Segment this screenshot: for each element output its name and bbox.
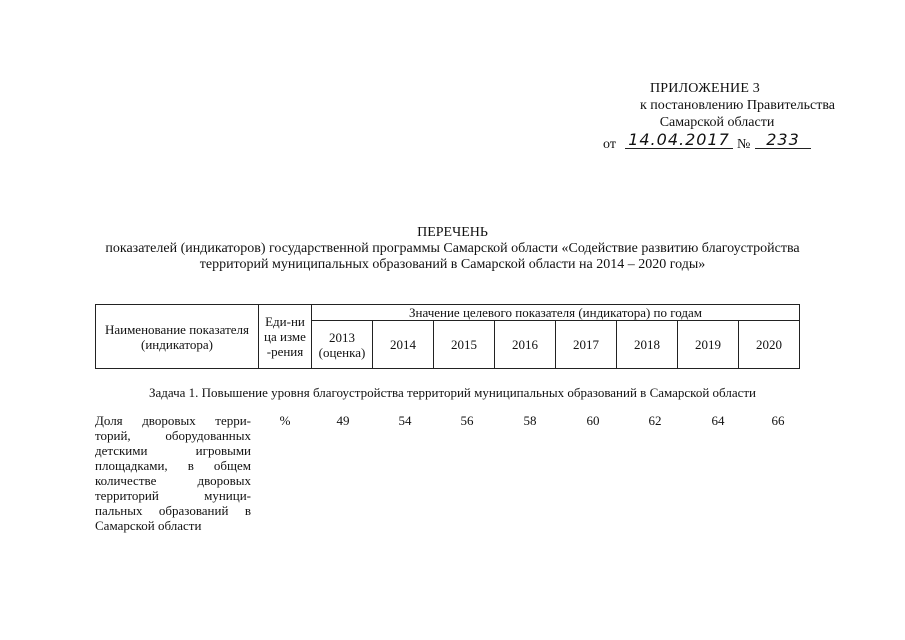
year-2017-header: 2017	[556, 321, 617, 369]
year-2014-header: 2014	[373, 321, 434, 369]
value-2018: 62	[648, 413, 662, 428]
value-2019: 64	[711, 413, 725, 428]
value-2016: 58	[523, 413, 537, 428]
appendix-title: ПРИЛОЖЕНИЕ 3	[649, 81, 761, 96]
doc-title-line1: показателей (индикаторов) государственной программы Самарской области «Содействие развитию благоустройства	[105, 241, 800, 256]
decree-number: 233	[755, 131, 811, 149]
indicator-name: Доля дворовых терри-торий, оборудованных детскими игровыми площадками, в общем количестве дворовых территорий муници-пальных образований в Самарской области	[95, 413, 251, 533]
value-2014: 54	[398, 413, 412, 428]
doc-title-line2: территорий муниципальных образований в Самарской области на 2014 – 2020 годы»	[199, 257, 706, 272]
value-2015: 56	[460, 413, 474, 428]
col-unit-text: Еди-ница изме-рения	[264, 314, 306, 359]
number-label: №	[737, 137, 751, 152]
col-unit-header	[259, 305, 312, 369]
appendix-line2: к постановлению Правительства	[639, 98, 835, 113]
appendix-date-line	[575, 130, 835, 155]
col-values-header: Значение целевого показателя (индикатора) по годам	[312, 305, 800, 321]
year-2018-header: 2018	[617, 321, 678, 369]
year-2019-header: 2019	[678, 321, 739, 369]
indicator-table-header	[95, 304, 800, 369]
value-2017: 60	[586, 413, 600, 428]
value-2020: 66	[771, 413, 785, 428]
decree-date: 14.04.2017	[625, 131, 733, 149]
appendix-line3: Самарской области	[659, 115, 775, 130]
from-label: от	[603, 137, 616, 152]
year-2013-header: 2013 (оценка)	[312, 321, 373, 369]
indicator-unit: %	[279, 413, 291, 428]
appendix-block	[575, 80, 835, 155]
doc-heading: ПЕРЕЧЕНЬ	[417, 225, 488, 240]
value-2013: 49	[336, 413, 350, 428]
col-name-header: Наименование показателя (индикатора)	[96, 305, 259, 369]
year-2020-header: 2020	[739, 321, 800, 369]
year-2016-header: 2016	[495, 321, 556, 369]
task-heading: Задача 1. Повышение уровня благоустройства территорий муниципальных образований в Самарской области	[148, 385, 757, 400]
year-2015-header: 2015	[434, 321, 495, 369]
